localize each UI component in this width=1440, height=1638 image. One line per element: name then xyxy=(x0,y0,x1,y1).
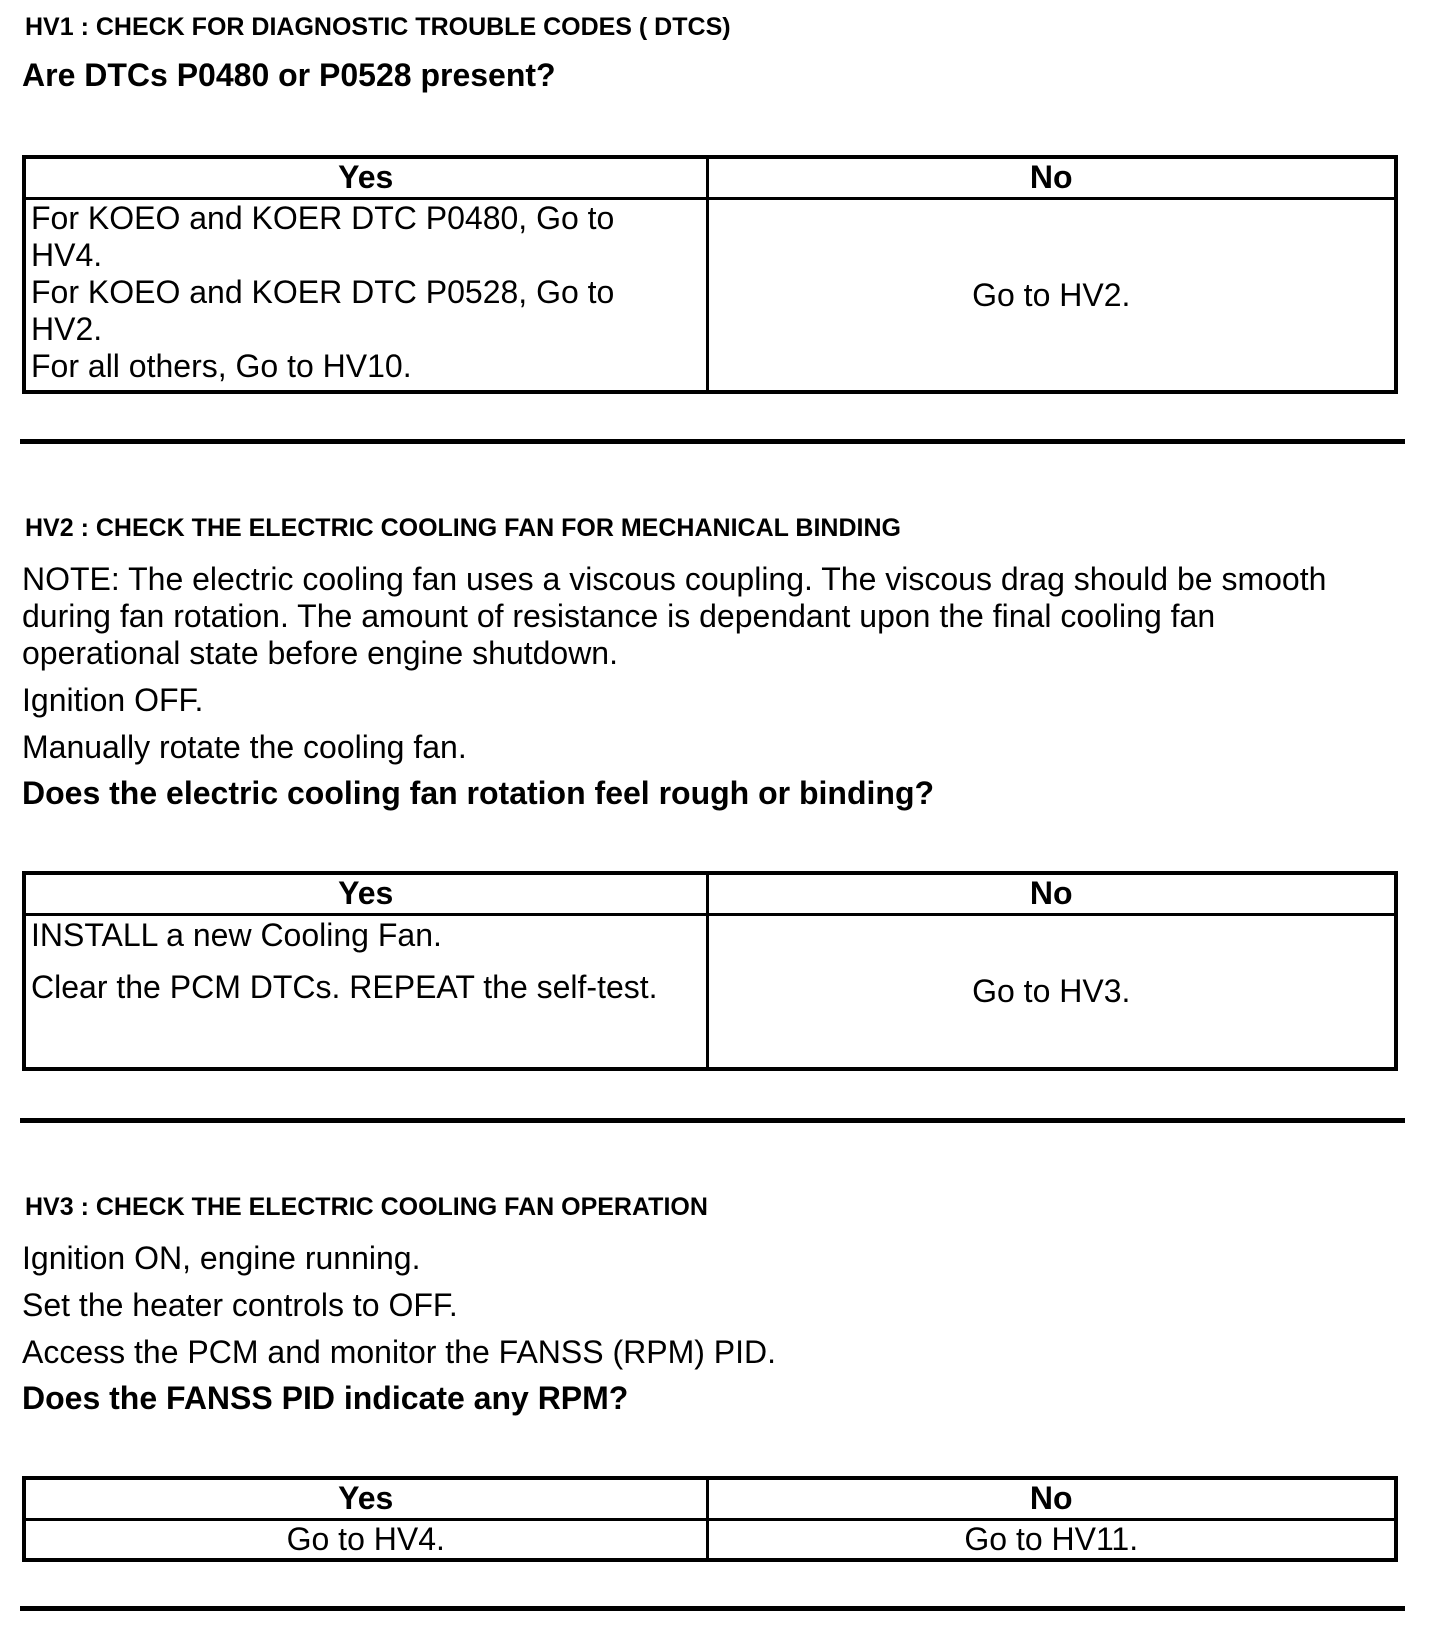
hv1-yes-line: For KOEO and KOER DTC P0480, Go to xyxy=(31,200,615,236)
hv1-no-header: No xyxy=(707,157,1396,199)
hv1-no-cell: Go to HV2. xyxy=(707,199,1396,393)
hv3-yes-header: Yes xyxy=(24,1478,707,1520)
hv2-decision-table xyxy=(22,871,1398,1071)
hv3-title: HV3 : CHECK THE ELECTRIC COOLING FAN OPERATION xyxy=(25,1193,708,1221)
hv2-title: HV2 : CHECK THE ELECTRIC COOLING FAN FOR MECHANICAL BINDING xyxy=(25,514,901,542)
hv1-decision-table xyxy=(22,155,1398,394)
hv2-yes-header: Yes xyxy=(24,873,707,915)
hv3-decision-table xyxy=(22,1476,1398,1562)
hv1-yes-line: HV4. xyxy=(31,237,103,273)
hv2-note xyxy=(22,561,1402,672)
hv2-note-line: NOTE: The electric cooling fan uses a viscous coupling. The viscous drag should be smooth xyxy=(22,561,1327,597)
hv1-question: Are DTCs P0480 or P0528 present? xyxy=(22,57,556,93)
hv3-no-cell: Go to HV11. xyxy=(707,1520,1396,1561)
section-divider xyxy=(20,1118,1405,1123)
hv1-section xyxy=(22,12,1402,93)
hv3-section xyxy=(22,1192,1402,1416)
hv2-note-line: during fan rotation. The amount of resistance is dependant upon the final cooling fan xyxy=(22,598,1216,634)
hv2-no-header: No xyxy=(707,873,1396,915)
hv1-yes-header: Yes xyxy=(24,157,707,199)
hv2-yes-line: Clear the PCM DTCs. REPEAT the self-test. xyxy=(31,969,658,1005)
hv2-section xyxy=(22,513,1402,811)
section-divider xyxy=(20,1606,1405,1611)
hv2-step: Ignition OFF. xyxy=(22,682,204,718)
hv2-yes-cell xyxy=(24,915,707,1070)
hv3-step: Ignition ON, engine running. xyxy=(22,1240,421,1276)
hv3-question: Does the FANSS PID indicate any RPM? xyxy=(22,1380,629,1416)
hv2-question: Does the electric cooling fan rotation feel rough or binding? xyxy=(22,775,935,811)
hv1-yes-line: HV2. xyxy=(31,311,103,347)
hv2-step: Manually rotate the cooling fan. xyxy=(22,729,467,765)
hv1-yes-line: For KOEO and KOER DTC P0528, Go to xyxy=(31,274,615,310)
hv2-no-cell: Go to HV3. xyxy=(707,915,1396,1070)
section-divider xyxy=(20,439,1405,444)
hv2-yes-line: INSTALL a new Cooling Fan. xyxy=(31,917,442,953)
hv3-yes-cell: Go to HV4. xyxy=(24,1520,707,1561)
hv3-step: Set the heater controls to OFF. xyxy=(22,1287,458,1323)
hv1-title: HV1 : CHECK FOR DIAGNOSTIC TROUBLE CODES ( DTCS) xyxy=(25,13,731,41)
hv1-yes-line: For all others, Go to HV10. xyxy=(31,348,412,384)
hv2-note-line: operational state before engine shutdown. xyxy=(22,635,618,671)
hv1-yes-cell xyxy=(24,199,707,393)
hv3-step: Access the PCM and monitor the FANSS (RPM) PID. xyxy=(22,1334,777,1370)
hv3-no-header: No xyxy=(707,1478,1396,1520)
